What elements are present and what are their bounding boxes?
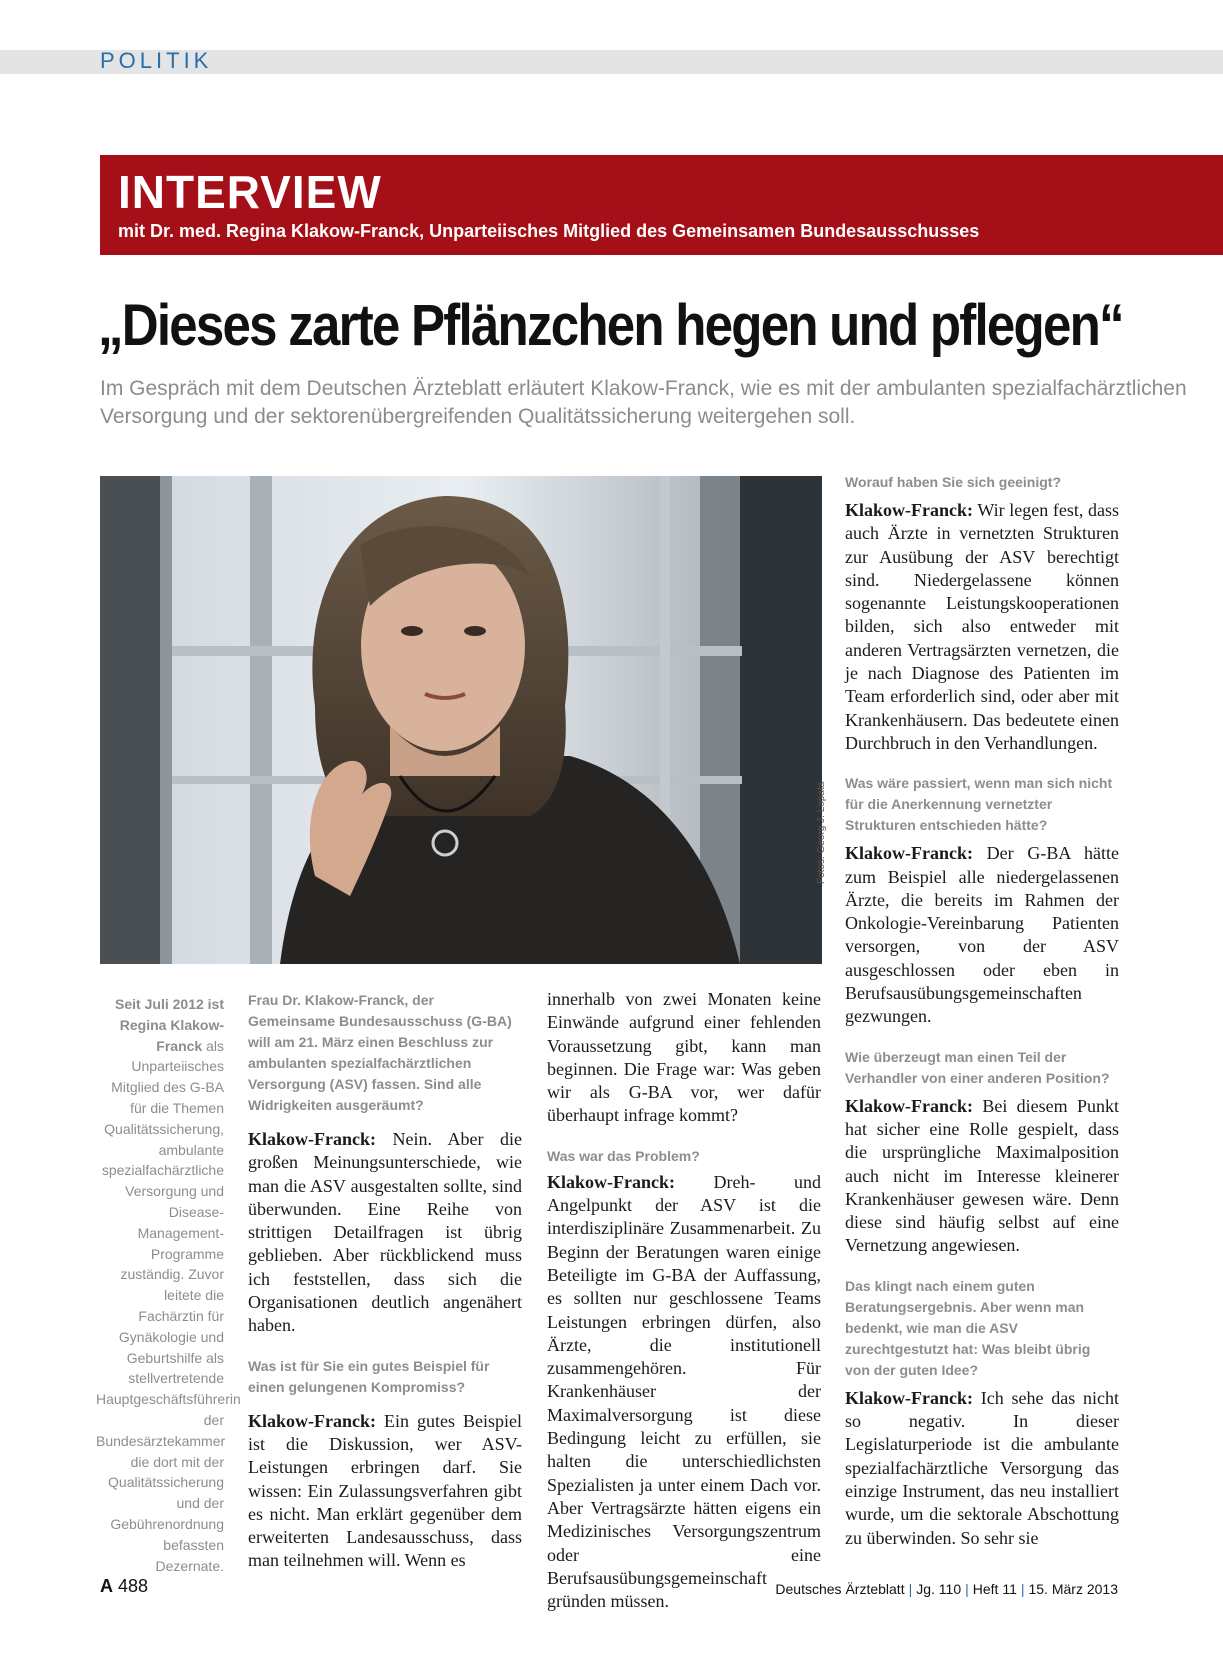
speaker-label: Klakow-Franck: <box>547 1171 675 1192</box>
bio-text: als Unparteiisches Mitglied des G-BA für die Themen Qualitätssicherung, ambulante spezialfachärztliche Versorgung und Disease-Management-Programme zuständig. Zuvor leitete die Fachärztin für Gynäkologie und Geburtshilfe als stellvertretende Hauptgeschäftsführerin der Bundesärztekammer die dort mit der Qualitätssicherung und der Gebührenordnung befassten Dezernate. <box>96 1037 241 1574</box>
answer-7-text: Ich sehe das nicht so negativ. In dieser Legislaturperiode ist die ambulante spezialfachärztliche Versorgung das einzige Instrument, das neu installiert wurde, um die sektorale Abschottung zu überwinden. So sehr sie <box>845 1387 1119 1548</box>
answer-7 <box>845 1387 1119 1550</box>
photo-credit: Fotos: Georg J. Lopata <box>816 781 827 884</box>
journal-date: 15. März 2013 <box>1028 1581 1118 1597</box>
question-6: Wie überzeugt man einen Teil der Verhandler von einer anderen Position? <box>845 1048 1110 1086</box>
author-bio <box>96 994 241 1576</box>
speaker-label: Klakow-Franck: <box>845 843 973 864</box>
question-7: Das klingt nach einem guten Beratungsergebnis. Aber wenn man bedenkt, wie man die ASV zurechtgestutzt hat: Was bleibt übrig von der guten Idee? <box>845 1277 1091 1378</box>
answer-1 <box>248 1128 522 1338</box>
question-5: Was wäre passiert, wenn man sich nicht für die Anerkennung vernetzter Strukturen entschieden hätte? <box>845 775 1113 834</box>
interview-banner <box>100 155 1223 255</box>
answer-3 <box>547 1171 821 1614</box>
banner-title: INTERVIEW <box>118 166 382 218</box>
bio-intro: Seit Juli 2012 ist Regina Klakow-Franck <box>115 996 224 1054</box>
speaker-label: Klakow-Franck: <box>845 500 973 520</box>
section-label: POLITIK <box>100 48 213 73</box>
answer-5-text: Der G-BA hätte zum Beispiel alle niedergelassenen Ärzte, die bereits im Rahmen der Onkologie-Vereinbarung Patienten versorgen, von der ASV ausgeschlossen oder eben in Berufsausübungsgemeinschaften gezwungen. <box>845 843 1119 1027</box>
answer-2 <box>248 1410 522 1573</box>
page-number <box>100 1576 148 1597</box>
text-column-2 <box>547 988 821 1613</box>
question-2: Was ist für Sie ein gutes Beispiel für einen gelungenen Kompromiss? <box>248 1357 490 1395</box>
answer-2-text: Ein gutes Beispiel ist die Diskussion, wer ASV-Leistungen erbringen darf. Sie wissen: Ein Zulassungsverfahren gibt es nicht. Man erklärt gegenüber dem erweiterten Landesausschuss, dass man teilnehmen will. Wenn es <box>248 1410 522 1571</box>
question-4: Worauf haben Sie sich geeinigt? <box>845 474 1061 490</box>
answer-2-continued: innerhalb von zwei Monaten keine Einwände aufgrund einer fehlenden Voraussetzung gibt, kann man beginnen. Die Frage war: Was geben wir als G-BA vor, wer dafür überhaupt infrage kommt? <box>547 989 821 1126</box>
answer-3-text: Dreh- und Angelpunkt der ASV ist die interdisziplinäre Zusammenarbeit. Zu Beginn der Beratungen waren einige Beteiligte im G-BA der Auffassung, es sollten nur geschlossene Teams Leistungen erbringen dürfen, also Ärzte, die institutionell zusammengehören. Für Krankenhäuser der Maximalversorgung ist diese Bedingung leicht zu erfüllen, sie halten die unterschiedlichsten Spezialisten ja unter einem Dach vor. Aber Vertragsärzte hätten eigens ein Medizinisches Versorgungszentrum oder eine Berufsausübungsgemeinschaft gründen müssen. <box>547 1171 821 1612</box>
answer-5 <box>845 842 1119 1028</box>
speaker-label: Klakow-Franck: <box>845 1387 973 1408</box>
portrait-photo <box>100 476 822 964</box>
journal-issue: Heft 11 <box>972 1581 1017 1597</box>
article-lead: Im Gespräch mit dem Deutschen Ärzteblatt erläutert Klakow-Franck, wie es mit der ambulanten spezialfachärztlichen Versorgung und der sektorenübergreifenden Qualitätssicherung weitergehen soll. <box>100 377 1187 428</box>
page-prefix: A <box>100 1576 113 1596</box>
answer-6 <box>845 1095 1119 1258</box>
text-column-3 <box>845 472 1119 1550</box>
journal-volume: Jg. 110 <box>916 1581 962 1597</box>
article-headline: „Dieses zarte Pflänzchen hegen und pflegen“ <box>98 293 1123 358</box>
answer-6-text: Bei diesem Punkt hat sicher eine Rolle gespielt, dass die ursprüngliche Maximalposition auch nicht im Interesse kleinerer Krankenhäuser gewesen wäre. Denn diese sind häufig selbst auf eine Vernetzung angewiesen. <box>845 1095 1119 1256</box>
question-3: Was war das Problem? <box>547 1147 700 1164</box>
journal-footer: Deutsches Ärzteblatt | Jg. 110 | Heft 11 | 15. März 2013 <box>775 1581 1118 1597</box>
banner-subtitle: mit Dr. med. Regina Klakow-Franck, Unparteiisches Mitglied des Gemeinsamen Bundesausschusses <box>118 221 980 241</box>
page-number-value: 488 <box>118 1576 149 1596</box>
text-column-1 <box>248 990 522 1573</box>
answer-4 <box>845 499 1119 755</box>
answer-4-text: Wir legen fest, dass auch Ärzte in vernetzten Strukturen zur Ausübung der ASV berechtigt sind. Niedergelassene können sogenannte Leistungskooperationen bilden, sich also entweder mit anderen Vertragsärzten vernetzen, die je nach Diagnose des Patienten im Team erforderlich sind, oder aber mit Krankenhäusern. Das bedeutete einen Durchbruch in den Verhandlungen. <box>845 500 1119 753</box>
question-1: Frau Dr. Klakow-Franck, der Gemeinsame Bundesausschuss (G-BA) will am 21. März einen Beschluss zur ambulanten spezialfachärztlichen Versorgung (ASV) fassen. Sind alle Widrigkeiten ausgeräumt? <box>248 992 512 1113</box>
speaker-label: Klakow-Franck: <box>248 1129 376 1149</box>
journal-name: Deutsches Ärzteblatt <box>775 1581 905 1597</box>
portrait-illustration <box>100 476 822 964</box>
speaker-label: Klakow-Franck: <box>248 1410 376 1431</box>
answer-1-text: Nein. Aber die großen Meinungsunterschiede, wie man die ASV ausgestalten sollte, sind überwunden. Eine Reihe von strittigen Detailfragen ist übrig geblieben. Aber rückblickend muss ich feststellen, dass sich die Organisationen deutlich angenähert haben. <box>248 1129 522 1336</box>
speaker-label: Klakow-Franck: <box>845 1095 973 1116</box>
